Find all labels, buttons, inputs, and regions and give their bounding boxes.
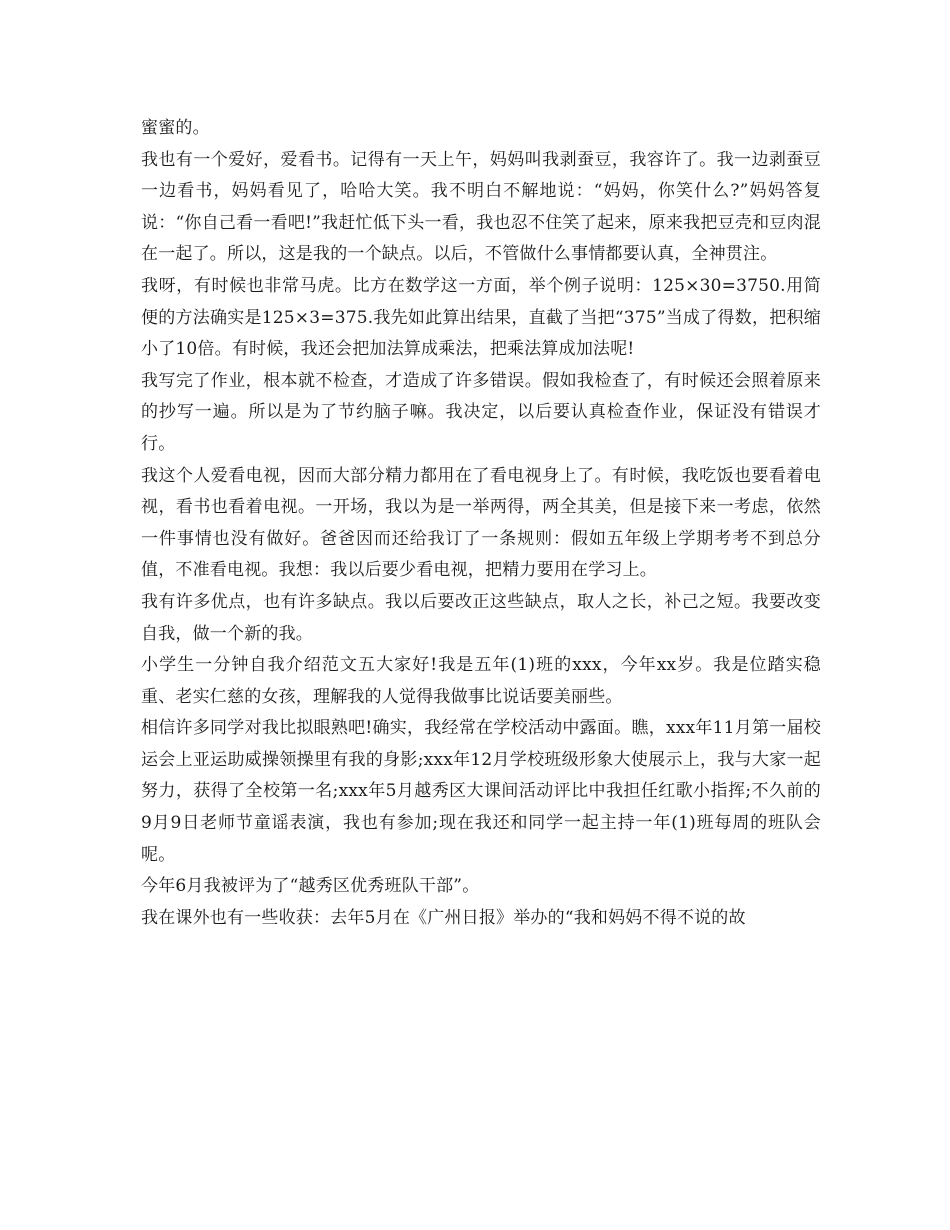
paragraph-6: 我有许多优点，也有许多缺点。我以后要改正这些缺点，取人之长，补己之短。我要改变自我，做一个新的我。	[141, 591, 821, 644]
paragraph-2: 我也有一个爱好，爱看书。记得有一天上午，妈妈叫我剥蚕豆，我容许了。我一边剥蚕豆一边看书，妈妈看见了，哈哈大笑。我不明白不解地说：“妈妈，你笑什么?”妈妈答复说：“你自己看一看吧!”我赶忙低下头一看，我也忍不住笑了起来，原来我把豆壳和豆肉混在一起了。所以，这是我的一个缺点。以后，不管做什么事情都要认真，全神贯注。	[141, 149, 821, 265]
paragraph-7: 小学生一分钟自我介绍范文五大家好!我是五年(1)班的xxx，今年xx岁。我是位踏实稳重、老实仁慈的女孩，理解我的人觉得我做事比说话要美丽些。	[141, 655, 821, 707]
document-body	[141, 113, 821, 934]
paragraph-3: 我呀，有时候也非常马虎。比方在数学这一方面，举个例子说明：125×30=3750.用简便的方法确实是125×3=375.我先如此算出结果，直截了当把“375”当成了得数，把积缩小了10倍。有时候，我还会把加法算成乘法，把乘法算成加法呢!	[141, 275, 821, 360]
paragraph-9: 今年6月我被评为了“越秀区优秀班队干部”。	[141, 876, 480, 897]
paragraph-5: 我这个人爱看电视，因而大部分精力都用在了看电视身上了。有时候，我吃饭也要看着电视，看书也看着电视。一开场，我以为是一举两得，两全其美，但是接下来一考虑，依然一件事情也没有做好。爸爸因而还给我订了一条规则：假如五年级上学期考考不到总分值，不准看电视。我想：我以后要少看电视，把精力要用在学习上。	[141, 465, 821, 581]
paragraph-10: 我在课外也有一些收获：去年5月在《广州日报》举办的“我和妈妈不得不说的故	[141, 907, 746, 928]
paragraph-1: 蜜蜜的。	[141, 118, 210, 138]
paragraph-4: 我写完了作业，根本就不检查，才造成了许多错误。假如我检查了，有时候还会照着原来的抄写一遍。所以是为了节约脑子嘛。我决定，以后要认真检查作业，保证没有错误才行。	[141, 370, 821, 454]
paragraph-8: 相信许多同学对我比拟眼熟吧!确实，我经常在学校活动中露面。瞧，xxx年11月第一届校运会上亚运助威操领操里有我的身影;xxx年12月学校班级形象大使展示上，我与大家一起努力，获得了全校第一名;xxx年5月越秀区大课间活动评比中我担任红歌小指挥;不久前的9月9日老师节童谣表演，我也有参加;现在我还和同学一起主持一年(1)班每周的班队会呢。	[141, 718, 821, 865]
